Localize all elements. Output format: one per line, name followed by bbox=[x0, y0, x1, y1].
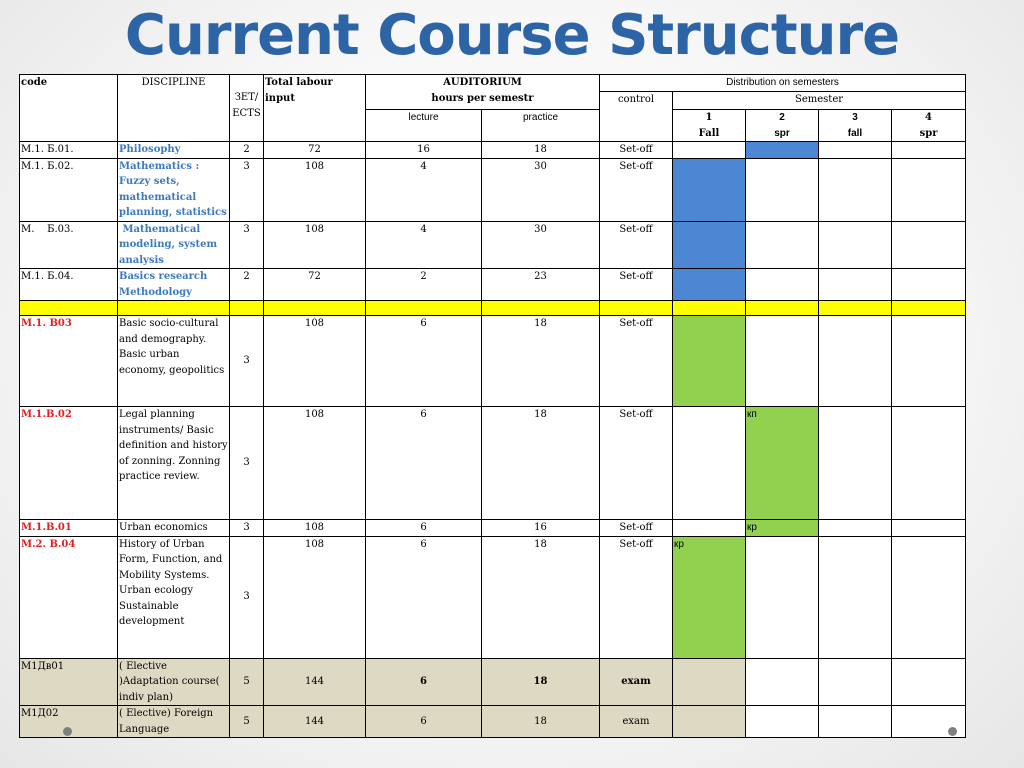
table-row bbox=[20, 407, 966, 520]
cell-ects: 3 bbox=[230, 158, 264, 221]
cell-semester-2 bbox=[746, 142, 819, 159]
cell-semester-2 bbox=[746, 316, 819, 407]
cell-ects: 2 bbox=[230, 269, 264, 301]
cell-labour: 144 bbox=[264, 658, 366, 706]
cell-semester-3 bbox=[819, 158, 892, 221]
course-structure-table bbox=[19, 74, 966, 738]
cell-lecture: 6 bbox=[366, 520, 482, 537]
cell-control: Set-off bbox=[600, 536, 673, 658]
cell-semester-4 bbox=[892, 158, 966, 221]
cell-semester-2 bbox=[746, 158, 819, 221]
header-semester-1: 1 Fall bbox=[673, 110, 746, 142]
cell-lecture: 6 bbox=[366, 316, 482, 407]
table-row bbox=[20, 269, 966, 301]
cell-labour: 108 bbox=[264, 158, 366, 221]
cell-semester-3 bbox=[819, 520, 892, 537]
cell-lecture: 2 bbox=[366, 269, 482, 301]
cell-code: М.1. Б.01. bbox=[20, 142, 118, 159]
table-row bbox=[20, 658, 966, 706]
cell-labour: 108 bbox=[264, 536, 366, 658]
cell-control: exam bbox=[600, 706, 673, 738]
cell-practice: 23 bbox=[482, 269, 600, 301]
header-semester-3: 3 fall bbox=[819, 110, 892, 142]
cell-semester-3 bbox=[819, 536, 892, 658]
cell-semester-4 bbox=[892, 221, 966, 269]
header-control: control bbox=[600, 92, 673, 142]
table-row bbox=[20, 316, 966, 407]
cell-semester-2 bbox=[746, 221, 819, 269]
cell-practice: 18 bbox=[482, 706, 600, 738]
cell-control: Set-off bbox=[600, 407, 673, 520]
cell-code: М.2. В.04 bbox=[20, 536, 118, 658]
cell-semester-4 bbox=[892, 536, 966, 658]
slide-title: Current Course Structure bbox=[124, 3, 900, 68]
cell-code: М1Д02 bbox=[20, 706, 118, 738]
cell-semester-1 bbox=[673, 269, 746, 301]
cell-semester-1 bbox=[673, 706, 746, 738]
cell-semester-1 bbox=[673, 658, 746, 706]
table-row bbox=[20, 142, 966, 159]
cell-ects: 3 bbox=[230, 520, 264, 537]
cell-practice: 18 bbox=[482, 142, 600, 159]
cell-ects: 5 bbox=[230, 706, 264, 738]
cell-ects: 3 bbox=[230, 407, 264, 520]
table-row bbox=[20, 221, 966, 269]
cell-semester-4 bbox=[892, 269, 966, 301]
cell-practice: 16 bbox=[482, 520, 600, 537]
cell-semester-4 bbox=[892, 407, 966, 520]
cell-labour: 72 bbox=[264, 269, 366, 301]
cell-semester-2 bbox=[746, 658, 819, 706]
cell-control: Set-off bbox=[600, 158, 673, 221]
cell-code: М.1. В03 bbox=[20, 316, 118, 407]
cell-discipline: Basics research Methodology bbox=[118, 269, 230, 301]
cell-control: Set-off bbox=[600, 221, 673, 269]
header-row bbox=[20, 75, 966, 92]
cell-control: Set-off bbox=[600, 316, 673, 407]
cell-lecture: 6 bbox=[366, 407, 482, 520]
cell-control: exam bbox=[600, 658, 673, 706]
cell-practice: 18 bbox=[482, 316, 600, 407]
cell-code: М.1.В.02 bbox=[20, 407, 118, 520]
cell-semester-2: кп bbox=[746, 407, 819, 520]
cell-semester-3 bbox=[819, 142, 892, 159]
cell-semester-1 bbox=[673, 316, 746, 407]
cell-discipline: Philosophy bbox=[118, 142, 230, 159]
cell-ects: 2 bbox=[230, 142, 264, 159]
cell-lecture: 6 bbox=[366, 658, 482, 706]
cell-discipline: Legal planning instruments/ Basic definition and history of zonning. Zonning practice review. bbox=[118, 407, 230, 520]
cell-discipline: History of Urban Form, Function, and Mobility Systems. Urban ecology Sustainable development bbox=[118, 536, 230, 658]
cell-discipline: Urban economics bbox=[118, 520, 230, 537]
header-semester: Semester bbox=[673, 92, 966, 110]
cell-code: М.1. Б.02. bbox=[20, 158, 118, 221]
cell-code: М1Дв01 bbox=[20, 658, 118, 706]
cell-labour: 108 bbox=[264, 316, 366, 407]
cell-labour: 108 bbox=[264, 221, 366, 269]
cell-semester-3 bbox=[819, 316, 892, 407]
table-row bbox=[20, 706, 966, 738]
cell-semester-4 bbox=[892, 658, 966, 706]
separator-row bbox=[20, 301, 966, 316]
cell-semester-4 bbox=[892, 142, 966, 159]
cell-semester-3 bbox=[819, 269, 892, 301]
header-auditorium: AUDITORIUM hours per semestr bbox=[366, 75, 600, 110]
header-distribution: Distribution on semesters bbox=[600, 75, 966, 92]
cell-ects: 3 bbox=[230, 536, 264, 658]
cell-semester-1 bbox=[673, 142, 746, 159]
header-practice: practice bbox=[482, 110, 600, 142]
cell-discipline: Mathematics : Fuzzy sets, mathematical planning, statistics bbox=[118, 158, 230, 221]
cell-control: Set-off bbox=[600, 269, 673, 301]
header-labour: Total labour input bbox=[264, 75, 366, 142]
cell-practice: 30 bbox=[482, 221, 600, 269]
cell-lecture: 4 bbox=[366, 158, 482, 221]
cell-semester-4 bbox=[892, 520, 966, 537]
corner-dot-icon bbox=[63, 727, 72, 736]
cell-semester-3 bbox=[819, 706, 892, 738]
cell-ects: 5 bbox=[230, 658, 264, 706]
cell-semester-2: кр bbox=[746, 520, 819, 537]
cell-semester-2 bbox=[746, 536, 819, 658]
header-semester-4: 4 spr bbox=[892, 110, 966, 142]
cell-practice: 18 bbox=[482, 658, 600, 706]
cell-labour: 108 bbox=[264, 520, 366, 537]
header-ects: ЗЕТ/ ECTS bbox=[230, 75, 264, 142]
table-row bbox=[20, 520, 966, 537]
cell-code: М.1. Б.04. bbox=[20, 269, 118, 301]
header-lecture: lecture bbox=[366, 110, 482, 142]
cell-practice: 30 bbox=[482, 158, 600, 221]
cell-lecture: 4 bbox=[366, 221, 482, 269]
cell-labour: 144 bbox=[264, 706, 366, 738]
cell-practice: 18 bbox=[482, 536, 600, 658]
cell-ects: 3 bbox=[230, 316, 264, 407]
cell-semester-1 bbox=[673, 221, 746, 269]
cell-semester-1 bbox=[673, 407, 746, 520]
cell-discipline: ( Elective) Foreign Language bbox=[118, 706, 230, 738]
table-row bbox=[20, 536, 966, 658]
cell-semester-1: кр bbox=[673, 536, 746, 658]
cell-semester-1 bbox=[673, 158, 746, 221]
header-discipline: DISCIPLINE bbox=[118, 75, 230, 142]
cell-semester-3 bbox=[819, 407, 892, 520]
cell-lecture: 6 bbox=[366, 536, 482, 658]
cell-semester-3 bbox=[819, 658, 892, 706]
cell-control: Set-off bbox=[600, 520, 673, 537]
cell-ects: 3 bbox=[230, 221, 264, 269]
cell-labour: 108 bbox=[264, 407, 366, 520]
cell-practice: 18 bbox=[482, 407, 600, 520]
cell-semester-2 bbox=[746, 269, 819, 301]
header-code: code bbox=[20, 75, 118, 142]
cell-semester-1 bbox=[673, 520, 746, 537]
cell-code: М.1.В.01 bbox=[20, 520, 118, 537]
cell-discipline: ( Elective )Adaptation course( indiv plan) bbox=[118, 658, 230, 706]
header-semester-2: 2 spr bbox=[746, 110, 819, 142]
cell-lecture: 6 bbox=[366, 706, 482, 738]
cell-semester-4 bbox=[892, 316, 966, 407]
cell-semester-3 bbox=[819, 221, 892, 269]
cell-discipline: Basic socio-cultural and demography. Basic urban economy, geopolitics bbox=[118, 316, 230, 407]
cell-code: М. Б.03. bbox=[20, 221, 118, 269]
cell-lecture: 16 bbox=[366, 142, 482, 159]
corner-dot-icon bbox=[948, 727, 957, 736]
table-row bbox=[20, 158, 966, 221]
cell-semester-2 bbox=[746, 706, 819, 738]
cell-labour: 72 bbox=[264, 142, 366, 159]
cell-discipline: Mathematical modeling, system analysis bbox=[118, 221, 230, 269]
cell-control: Set-off bbox=[600, 142, 673, 159]
